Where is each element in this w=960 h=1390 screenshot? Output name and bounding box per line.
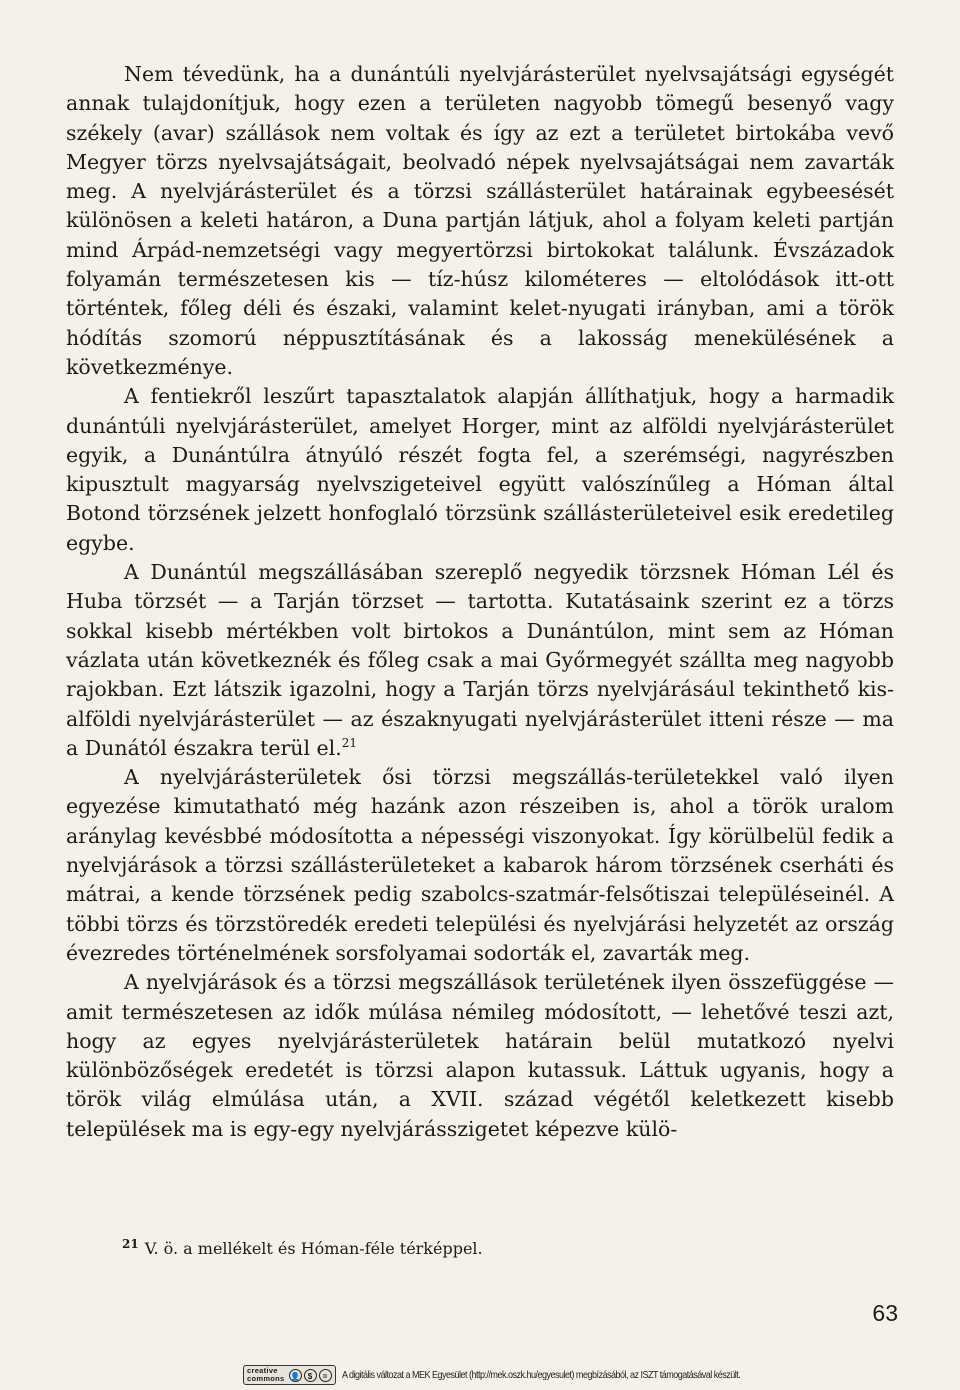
cc-badge-text <box>247 1367 285 1383</box>
footnote-text: V. ö. a mellékelt és Hóman-féle térképpel. <box>144 1239 483 1258</box>
page-number: 63 <box>872 1300 898 1326</box>
cc-badge-line1: creative <box>247 1366 278 1375</box>
cc-nd-icon: = <box>319 1369 332 1382</box>
paragraph-4: A nyelvjárásterületek ősi törzsi megszállás-területekkel való ilyen egyezése kimutatható még hazánk azon részeiben is, ahol a török uralom aránylag kevésbbé módosította a népességi viszonyokat. Így körülbelül fedik a nyelvjárások a törzsi szállásterületeket a kabarok három törzsének cserháti és mátrai, a kende törzsének pedig szabolcs-szatmár-felsőtiszai településeinél. A többi törzs és törzstöredék eredeti települési és nyelvjárási helyzetét az ország évezredes történelmének sorsfolyamai sodorták el, zavarták meg. <box>66 765 894 965</box>
footnote-number: 21 <box>122 1236 139 1251</box>
license-bar <box>243 1364 805 1386</box>
cc-by-icon: 👤 <box>289 1369 302 1382</box>
footnote <box>122 1238 882 1260</box>
cc-nc-icon: $ <box>304 1369 317 1382</box>
license-note: A digitális változat a MEK Egyesület (http://mek.oszk.hu/egyesulet) megbízásából, az ISZT támogatásával készült. <box>341 1369 740 1381</box>
paragraph-3-text: A Dunántúl megszállásában szereplő negyedik törzsnek Hóman Lél és Huba törzsét — a Tarján törzset — tartotta. Kutatásaink szerint ez a törzs sokkal kisebb mértékben volt birtokos a Dunántúlon, mint sem az Hóman vázlata után következnék és főleg csak a mai Győrmegyét szállta meg nagyobb rajokban. Ezt látszik igazolni, hogy a Tarján törzs nyelvjárásául tekinthető kis-alföldi nyelvjárásterület — az északnyugati nyelvjárásterület itteni része — ma a Dunától északra terül el. <box>66 560 894 760</box>
paragraph-2: A fentiekről leszűrt tapasztalatok alapján állíthatjuk, hogy a harmadik dunántúli nyelvjárásterület, amelyet Horger, mint az alföldi nyelvjárásterület egyik, a Dunántúlra átnyúló részét fogta fel, a szerémségi, nagyrészben kipusztult magyarság nyelvszigeteivel együtt valószínűleg a Hóman által Botond törzsének jelzett honfoglaló törzsünk szállásterületeivel esik eredetileg egybe. <box>66 384 894 555</box>
paragraph-5: A nyelvjárások és a törzsi megszállások területének ilyen összefüggése — amit természetesen az idők múlása némileg módosított, — lehetővé teszi azt, hogy az egyes nyelvjárásterületek határain belül mutatkozó nyelvi különbözőségek eredetét is törzsi alapon kutassuk. Láttuk ugyanis, hogy a török világ elmúlása után, a XVII. század végétől keletkezett kisebb települések ma is egy-egy nyelvjárásszigetet képezve külö- <box>66 970 894 1141</box>
body-text <box>66 60 894 1144</box>
cc-badge-line2: commons <box>247 1374 285 1383</box>
creative-commons-badge[interactable] <box>243 1365 336 1385</box>
footnote-reference[interactable]: 21 <box>341 736 358 750</box>
cc-icons <box>289 1369 332 1382</box>
paragraph-1: Nem tévedünk, ha a dunántúli nyelvjárásterület nyelvsajátsági egységét annak tulajdonítjuk, hogy ezen a területen nagyobb tömegű besenyő vagy székely (avar) szállások nem voltak és így az ezt a területet birtokába vevő Megyer törzs nyelvsajátságait, beolvadó népek nyelvsajátságai nem zavarták meg. A nyelvjárásterület és a törzsi szállásterület határainak egybeesését különösen a keleti határon, a Duna partján látjuk, ahol a folyam keleti partján mind Árpád-nemzetségi vagy megyertörzsi birtokokat találunk. Évszázadok folyamán természetesen kis — tíz-húsz kilométeres — eltolódások itt-ott történtek, főleg déli és északi, valamint kelet-nyugati irányban, ami a török hódítás szomorú néppusztításának és a lakosság menekülésének a következménye. <box>66 62 894 379</box>
paragraph-3 <box>66 558 894 763</box>
